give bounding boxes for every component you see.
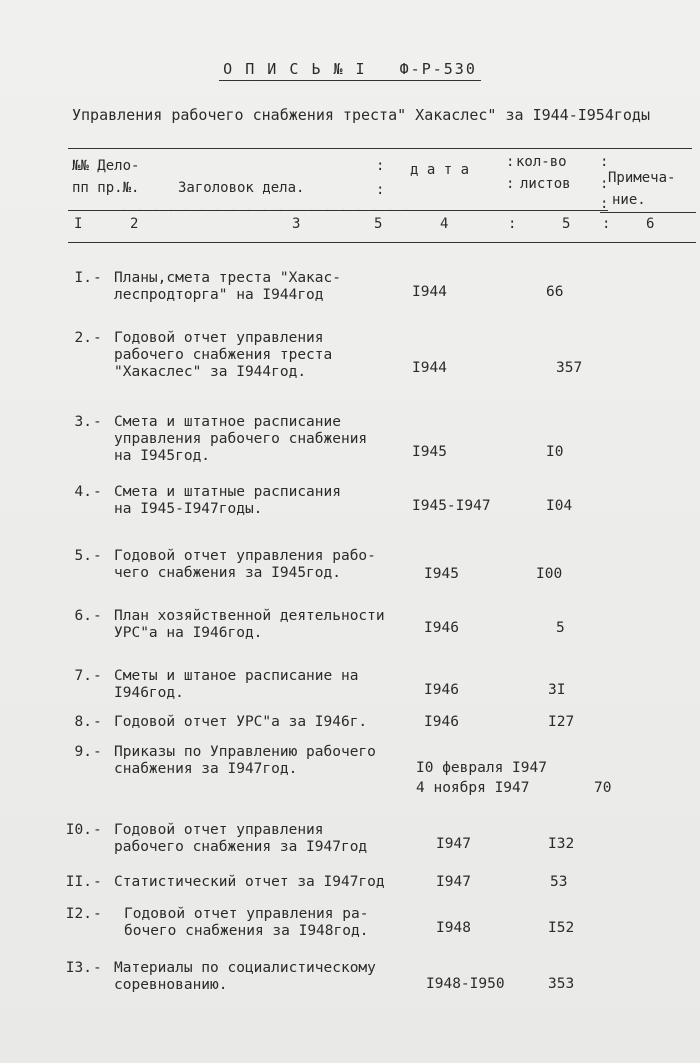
column-separator: : — [600, 154, 609, 170]
sheet-count: 3I — [548, 682, 566, 698]
header-col1-line1: №№ Дело- — [72, 158, 140, 174]
header-col4-date: д а т а — [410, 162, 470, 178]
document-subtitle: Управления рабочего снабжения треста" Хакаслес" за I944-I954годы — [72, 106, 650, 124]
entry-dash: - — [93, 906, 102, 922]
header-col3-title: Заголовок дела. — [178, 180, 305, 196]
sheet-count: 70 — [594, 780, 612, 796]
entry-dash: - — [93, 744, 102, 760]
case-title: Годовой отчет управления рабочего снабжения за I947год — [114, 822, 368, 855]
sheet-count: 5 — [556, 620, 565, 636]
case-number: 6. — [74, 608, 92, 624]
case-number: 2. — [74, 330, 92, 346]
sheet-count: 357 — [556, 360, 583, 376]
header-number-5a: 5 — [374, 216, 383, 232]
sheet-count: I04 — [546, 498, 573, 514]
column-separator: : — [376, 158, 385, 174]
entry-dash: - — [93, 668, 102, 684]
entry-dash: - — [93, 822, 102, 838]
bleed-through-text: . . . . . . . . . . . . . . . . . . . — [120, 200, 410, 215]
column-separator: : — [600, 196, 609, 212]
case-title: Смета и штатное расписание управления рабочего снабжения на I945год. — [114, 414, 368, 464]
case-title: Годовой отчет управления рабо- чего снабжения за I945год. — [114, 548, 376, 581]
case-number: 5. — [74, 548, 92, 564]
entry-dash: - — [93, 608, 102, 624]
case-date-start: I0 февраля I947 — [416, 760, 547, 776]
header-mid-rule-right — [600, 212, 696, 213]
case-title: Сметы и штаное расписание на I946год. — [114, 668, 359, 701]
case-date: I946 — [424, 714, 459, 730]
case-title: Годовой отчет УРС"а за I946г. — [114, 714, 368, 730]
header-number-4: 4 — [440, 216, 449, 232]
document-title — [0, 60, 700, 78]
header-col5-line1: кол-во — [516, 154, 567, 170]
entry-dash: - — [93, 714, 102, 730]
case-date: I944 — [412, 360, 447, 376]
sheet-count: 353 — [548, 976, 575, 992]
case-title: Планы,смета треста "Хакас- леспродторга" на I944год — [114, 270, 341, 303]
case-date: I946 — [424, 620, 459, 636]
header-col1-line2: пп пр.№. — [72, 180, 140, 196]
case-number: 9. — [74, 744, 92, 760]
case-number: I. — [74, 270, 92, 286]
header-col6-line1: Примеча- — [608, 170, 676, 186]
column-separator: : — [600, 176, 609, 192]
case-number: 8. — [74, 714, 92, 730]
entry-dash: - — [93, 330, 102, 346]
sheet-count: I0 — [546, 444, 564, 460]
case-date: I948 — [436, 920, 471, 936]
header-number-2: 2 — [130, 216, 139, 232]
column-separator: : — [376, 182, 385, 198]
case-date: I945 — [412, 444, 447, 460]
header-top-rule — [68, 148, 692, 149]
case-title: Приказы по Управлению рабочего снабжения за I947год. — [114, 744, 376, 777]
header-mid-rule — [68, 210, 608, 211]
case-number: 3. — [74, 414, 92, 430]
column-separator: : — [508, 216, 517, 232]
case-number: I3. — [65, 960, 92, 976]
case-title: Сметa и штатные расписания на I945-I947годы. — [114, 484, 341, 517]
header-col5-line2: листов — [520, 176, 571, 192]
header-number-3: 3 — [292, 216, 301, 232]
sheet-count: I52 — [548, 920, 575, 936]
case-number: 4. — [74, 484, 92, 500]
column-separator: : — [602, 216, 611, 232]
case-title: Годовой отчет управления рабочего снабжения треста "Хакаслес" за I944год. — [114, 330, 333, 380]
case-date: I946 — [424, 682, 459, 698]
case-title: План хозяйственной деятельности УРС"а на I946год. — [114, 608, 385, 641]
case-number: I2. — [65, 906, 92, 922]
entry-dash: - — [93, 548, 102, 564]
sheet-count: I27 — [548, 714, 575, 730]
case-date: I944 — [412, 284, 447, 300]
case-date: I947 — [436, 874, 471, 890]
entry-dash: - — [93, 270, 102, 286]
column-separator: : — [506, 154, 515, 170]
sheet-count: I32 — [548, 836, 575, 852]
case-date: I945-I947 — [412, 498, 491, 514]
case-title: Статистический отчет за I947год — [114, 874, 385, 890]
sheet-count: 53 — [550, 874, 568, 890]
case-date-end: 4 ноября I947 — [416, 780, 530, 796]
header-col6-line2: ние. — [612, 192, 646, 208]
entry-dash: - — [93, 414, 102, 430]
case-date: I945 — [424, 566, 459, 582]
header-number-6: 6 — [646, 216, 655, 232]
entry-dash: - — [93, 960, 102, 976]
case-title: Материалы по социалистическому соревнованию. — [114, 960, 376, 993]
case-number: I0. — [65, 822, 92, 838]
case-number: 7. — [74, 668, 92, 684]
header-number-5: 5 — [562, 216, 571, 232]
header-number-1: I — [74, 216, 83, 232]
case-date: I948-I950 — [426, 976, 505, 992]
case-title: Годовой отчет управления ра- бочего снабжения за I948год. — [124, 906, 369, 939]
header-bottom-rule — [68, 242, 696, 243]
column-separator: : — [506, 176, 515, 192]
sheet-count: I00 — [536, 566, 563, 582]
case-date: I947 — [436, 836, 471, 852]
sheet-count: 66 — [546, 284, 564, 300]
entry-dash: - — [93, 484, 102, 500]
case-number: II. — [65, 874, 92, 890]
inventory-number: О П И С Ь № I — [223, 60, 367, 78]
fund-number: Ф-Р-530 — [399, 60, 477, 78]
entry-dash: - — [93, 874, 102, 890]
